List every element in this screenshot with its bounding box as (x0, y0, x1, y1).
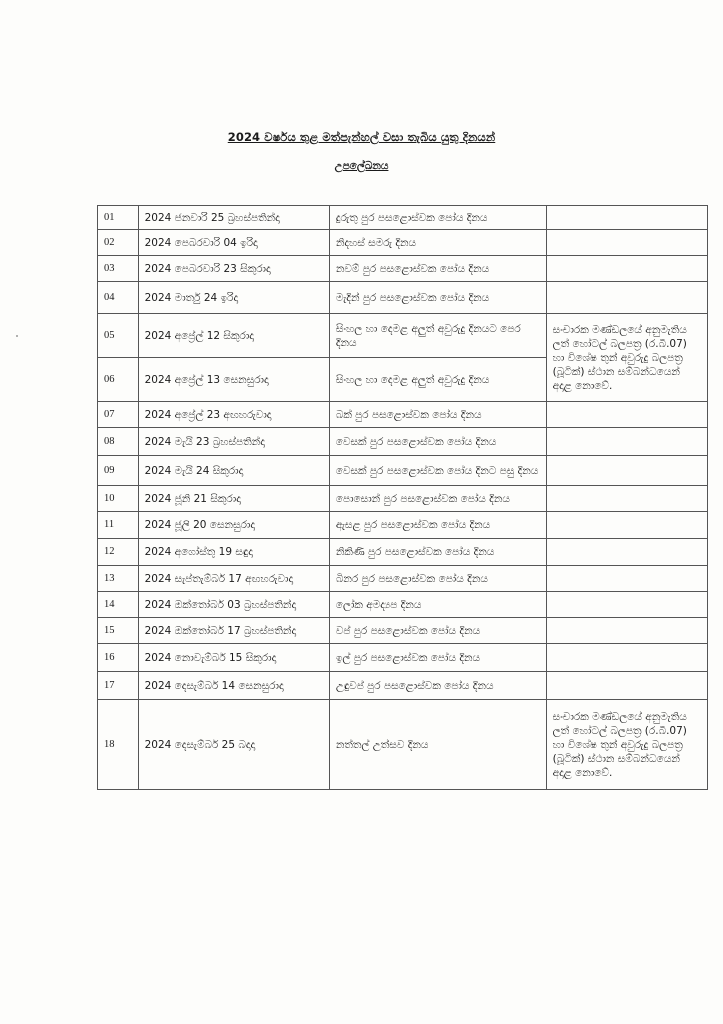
row-date: 2024 අප්‍රේල් 12 සිකුරාදා (138, 314, 329, 358)
row-note-december: සංචාරක මණ්ඩලයේ අනුමැතිය ලත් හෝටල් බලපත්‍ර (ර.බී.07) හා විශේෂ තුන් අවුරුදු බලපත්‍ර (බූටික්) ස්ථාන සම්බන්ධයෙන් අදාළ නොවේ. (546, 700, 707, 790)
row-holiday-name: ඉල් පුර පසළොස්වක පෝය දිනය (329, 644, 546, 672)
row-note-empty (546, 282, 707, 314)
row-note-empty (546, 428, 707, 456)
row-date: 2024 අප්‍රේල් 23 අඟහරුවාදා (138, 402, 329, 428)
row-date: 2024 ජූනි 21 සිකුරාදා (138, 486, 329, 512)
row-date: 2024 නොවැම්බර් 15 සිකුරාදා (138, 644, 329, 672)
row-number: 09 (98, 456, 139, 486)
table-row (98, 592, 708, 618)
table-row (98, 282, 708, 314)
scan-speck (16, 335, 18, 337)
row-holiday-name: වෙසක් පුර පසළොස්වක පෝය දිනට පසු දිනය (329, 456, 546, 486)
document-title: 2024 වර්ෂය තුළ මත්පැන්හල් වසා තැබිය යුතු දිනයන් (227, 130, 496, 144)
row-note-empty (546, 456, 707, 486)
row-date: 2024 පෙබරවාරි 23 සිකුරාදා (138, 256, 329, 282)
row-date: 2024 සැප්තැම්බර් 17 අඟහරුවාදා (138, 566, 329, 592)
row-holiday-name: සිංහල හා දෙමළ අලුත් අවුරුදු දිනයට පෙර දිනය (329, 314, 546, 358)
row-number: 05 (98, 314, 139, 358)
row-date: 2024 මැයි 23 බ්‍රහස්පතින්දා (138, 428, 329, 456)
row-date: 2024 දෙසැම්බර් 25 බදාදා (138, 700, 329, 790)
row-number: 08 (98, 428, 139, 456)
table-row (98, 700, 708, 790)
row-holiday-name: වප් පුර පසළොස්වක පෝය දිනය (329, 618, 546, 644)
row-note-empty (546, 206, 707, 230)
row-date: 2024 දෙසැම්බර් 14 සෙනසුරාදා (138, 672, 329, 700)
table-row (98, 428, 708, 456)
row-number: 07 (98, 402, 139, 428)
row-number: 12 (98, 539, 139, 566)
row-note-empty (546, 539, 707, 566)
row-holiday-name: නත්තල් උත්සව දිනය (329, 700, 546, 790)
row-number: 04 (98, 282, 139, 314)
row-number: 13 (98, 566, 139, 592)
document-subtitle: උපලේඛනය (334, 160, 389, 172)
row-number: 18 (98, 700, 139, 790)
row-date: 2024 ජූලි 20 සෙනසුරාදා (138, 512, 329, 539)
table-row (98, 566, 708, 592)
row-note-empty (546, 592, 707, 618)
row-date: 2024 මැයි 24 සිකුරාදා (138, 456, 329, 486)
row-holiday-name: ඇසළ පුර පසළොස්වක පෝය දිනය (329, 512, 546, 539)
row-holiday-name: සිංහල හා දෙමළ අලුත් අවුරුදු දිනය (329, 358, 546, 402)
row-holiday-name: මැදින් පුර පසළොස්වක පෝය දිනය (329, 282, 546, 314)
row-number: 02 (98, 230, 139, 256)
row-date: 2024 අගෝස්තු 19 සඳුදා (138, 539, 329, 566)
table-row (98, 618, 708, 644)
row-date: 2024 ජනවාරි 25 බ්‍රහස්පතින්දා (138, 206, 329, 230)
row-holiday-name: බිනර පුර පසළොස්වක පෝය දිනය (329, 566, 546, 592)
row-holiday-name: බක් පුර පසළොස්වක පෝය දිනය (329, 402, 546, 428)
table-row (98, 456, 708, 486)
table-row (98, 644, 708, 672)
table-row (98, 256, 708, 282)
table-row (98, 402, 708, 428)
row-holiday-name: නිකිණි පුර පසළොස්වක පෝය දිනය (329, 539, 546, 566)
row-number: 14 (98, 592, 139, 618)
row-holiday-name: නිදහස් සමරු දිනය (329, 230, 546, 256)
row-number: 11 (98, 512, 139, 539)
row-note-empty (546, 644, 707, 672)
row-note-empty (546, 618, 707, 644)
row-note-empty (546, 256, 707, 282)
row-note-empty (546, 672, 707, 700)
row-holiday-name: නවම් පුර පසළොස්වක පෝය දිනය (329, 256, 546, 282)
table-row (98, 539, 708, 566)
row-note-empty (546, 512, 707, 539)
row-holiday-name: උඳුවප් පුර පසළොස්වක පෝය දිනය (329, 672, 546, 700)
row-date: 2024 ඔක්තෝබර් 17 බ්‍රහස්පතින්දා (138, 618, 329, 644)
holiday-table (97, 205, 708, 790)
row-number: 15 (98, 618, 139, 644)
table-row (98, 486, 708, 512)
table-row (98, 206, 708, 230)
row-date: 2024 ඔක්තෝබර් 03 බ්‍රහස්පතින්දා (138, 592, 329, 618)
table-row (98, 230, 708, 256)
row-number: 06 (98, 358, 139, 402)
row-holiday-name: වෙසක් පුර පසළොස්වක පෝය දිනය (329, 428, 546, 456)
row-number: 03 (98, 256, 139, 282)
row-holiday-name: ලෝක අමද්‍යප දිනය (329, 592, 546, 618)
table-row (98, 672, 708, 700)
row-number: 10 (98, 486, 139, 512)
row-number: 16 (98, 644, 139, 672)
row-note-april: සංචාරක මණ්ඩලයේ අනුමැතිය ලත් හෝටල් බලපත්‍ර (ර.බී.07) හා විශේෂ තුන් අවුරුදු බලපත්‍ර (බූටික්) ස්ථාන සම්බන්ධයෙන් අදාළ නොවේ. (546, 314, 707, 402)
row-holiday-name: පොසොන් පුර පසළොස්වක පෝය දිනය (329, 486, 546, 512)
row-note-empty (546, 566, 707, 592)
row-date: 2024 අප්‍රේල් 13 සෙනසුරාදා (138, 358, 329, 402)
table-row (98, 512, 708, 539)
row-number: 17 (98, 672, 139, 700)
row-date: 2024 පෙබරවාරි 04 ඉරිදා (138, 230, 329, 256)
row-date: 2024 මාර්තු 24 ඉරිදා (138, 282, 329, 314)
row-note-empty (546, 230, 707, 256)
holiday-table-body (98, 206, 708, 790)
row-note-empty (546, 402, 707, 428)
row-note-empty (546, 486, 707, 512)
table-row (98, 314, 708, 358)
row-holiday-name: දුරුතු පුර පසළොස්වක පෝය දිනය (329, 206, 546, 230)
row-number: 01 (98, 206, 139, 230)
